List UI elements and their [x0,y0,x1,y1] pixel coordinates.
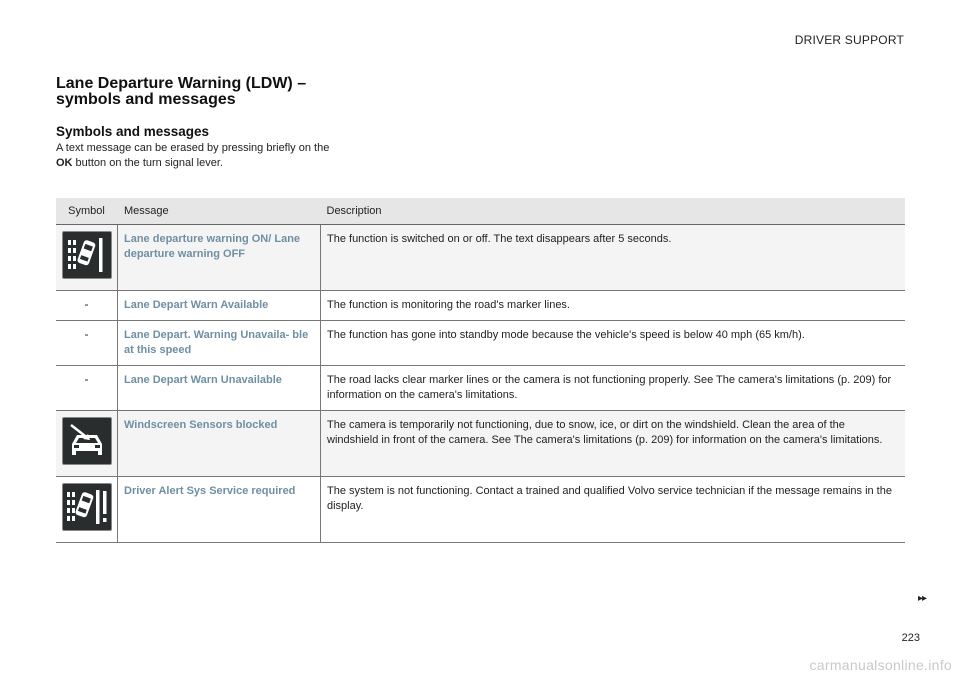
description-text: The function is monitoring the road's marker lines. [327,299,570,311]
column-header-symbol: Symbol [56,198,118,225]
lane-departure-icon [62,231,112,279]
message-cell [118,321,321,366]
section-header: DRIVER SUPPORT [794,33,904,47]
symbol-cell [56,291,118,321]
description-text: The system is not functioning. Contact a trained and qualified Volvo service technician if the message remains in the display. [327,485,892,512]
table-row [56,321,905,366]
windscreen-camera-icon [62,417,112,465]
description-cell [321,321,906,366]
symbol-cell [56,321,118,366]
symbols-messages-table [56,198,905,543]
description-text: The function has gone into standby mode because the vehicle's speed is below 40 mph (65 km/h). [327,329,805,341]
table-row [56,411,905,477]
description-cell [321,225,906,291]
message-text: Driver Alert Sys Service required [124,485,296,497]
table-row [56,291,905,321]
no-symbol-dash: - [84,297,89,311]
table-row [56,366,905,411]
description-cell [321,411,906,477]
message-text: Lane Depart Warn Available [124,299,269,311]
symbol-cell [56,225,118,291]
symbol-cell [56,411,118,477]
description-cell [321,291,906,321]
description-cell [321,366,906,411]
message-cell [118,477,321,543]
ok-button-label: OK [56,157,73,169]
next-page-arrows-icon: ▸▸ [918,593,927,604]
message-cell [118,225,321,291]
watermark: carmanualsonline.info [809,657,952,673]
lane-departure-warning-icon-graphic [63,484,111,530]
message-text: Lane departure warning ON/ Lane departure warning OFF [124,233,301,260]
table-row [56,477,905,543]
message-cell [118,291,321,321]
message-cell [118,411,321,477]
table-row [56,225,905,291]
intro-paragraph [56,141,331,171]
no-symbol-dash: - [84,327,89,341]
section-subtitle: Symbols and messages [56,124,210,139]
no-symbol-dash: - [84,372,89,386]
description-cell [321,477,906,543]
message-text: Lane Depart Warn Unavailable [124,374,282,386]
page-number: 223 [901,632,920,644]
intro-text-end: button on the turn signal lever. [72,157,223,169]
message-text: Lane Depart. Warning Unavaila- ble at this speed [124,329,309,356]
description-text: The function is switched on or off. The text disappears after 5 seconds. [327,233,672,245]
page-title: Lane Departure Warning (LDW) – symbols and messages [56,75,307,108]
symbol-cell [56,477,118,543]
column-header-description: Description [321,198,906,225]
description-text: The camera is temporarily not functioning, due to snow, ice, or dirt on the windshield. Clean the area of the windshield in front of the camera. See The camera's limitations (p. 209) for information on the camera's limitations. [327,419,883,446]
windscreen-camera-icon-graphic [63,418,111,464]
message-text: Windscreen Sensors blocked [124,419,278,431]
column-header-message: Message [118,198,321,225]
lane-departure-warning-icon [62,483,112,531]
message-cell [118,366,321,411]
description-text: The road lacks clear marker lines or the camera is not functioning properly. See The camera's limitations (p. 209) for information on the camera's limitations. [327,374,892,401]
table-header-row [56,198,905,225]
intro-text-start: A text message can be erased by pressing briefly on the [56,142,330,154]
lane-departure-icon-graphic [63,232,111,278]
symbol-cell [56,366,118,411]
